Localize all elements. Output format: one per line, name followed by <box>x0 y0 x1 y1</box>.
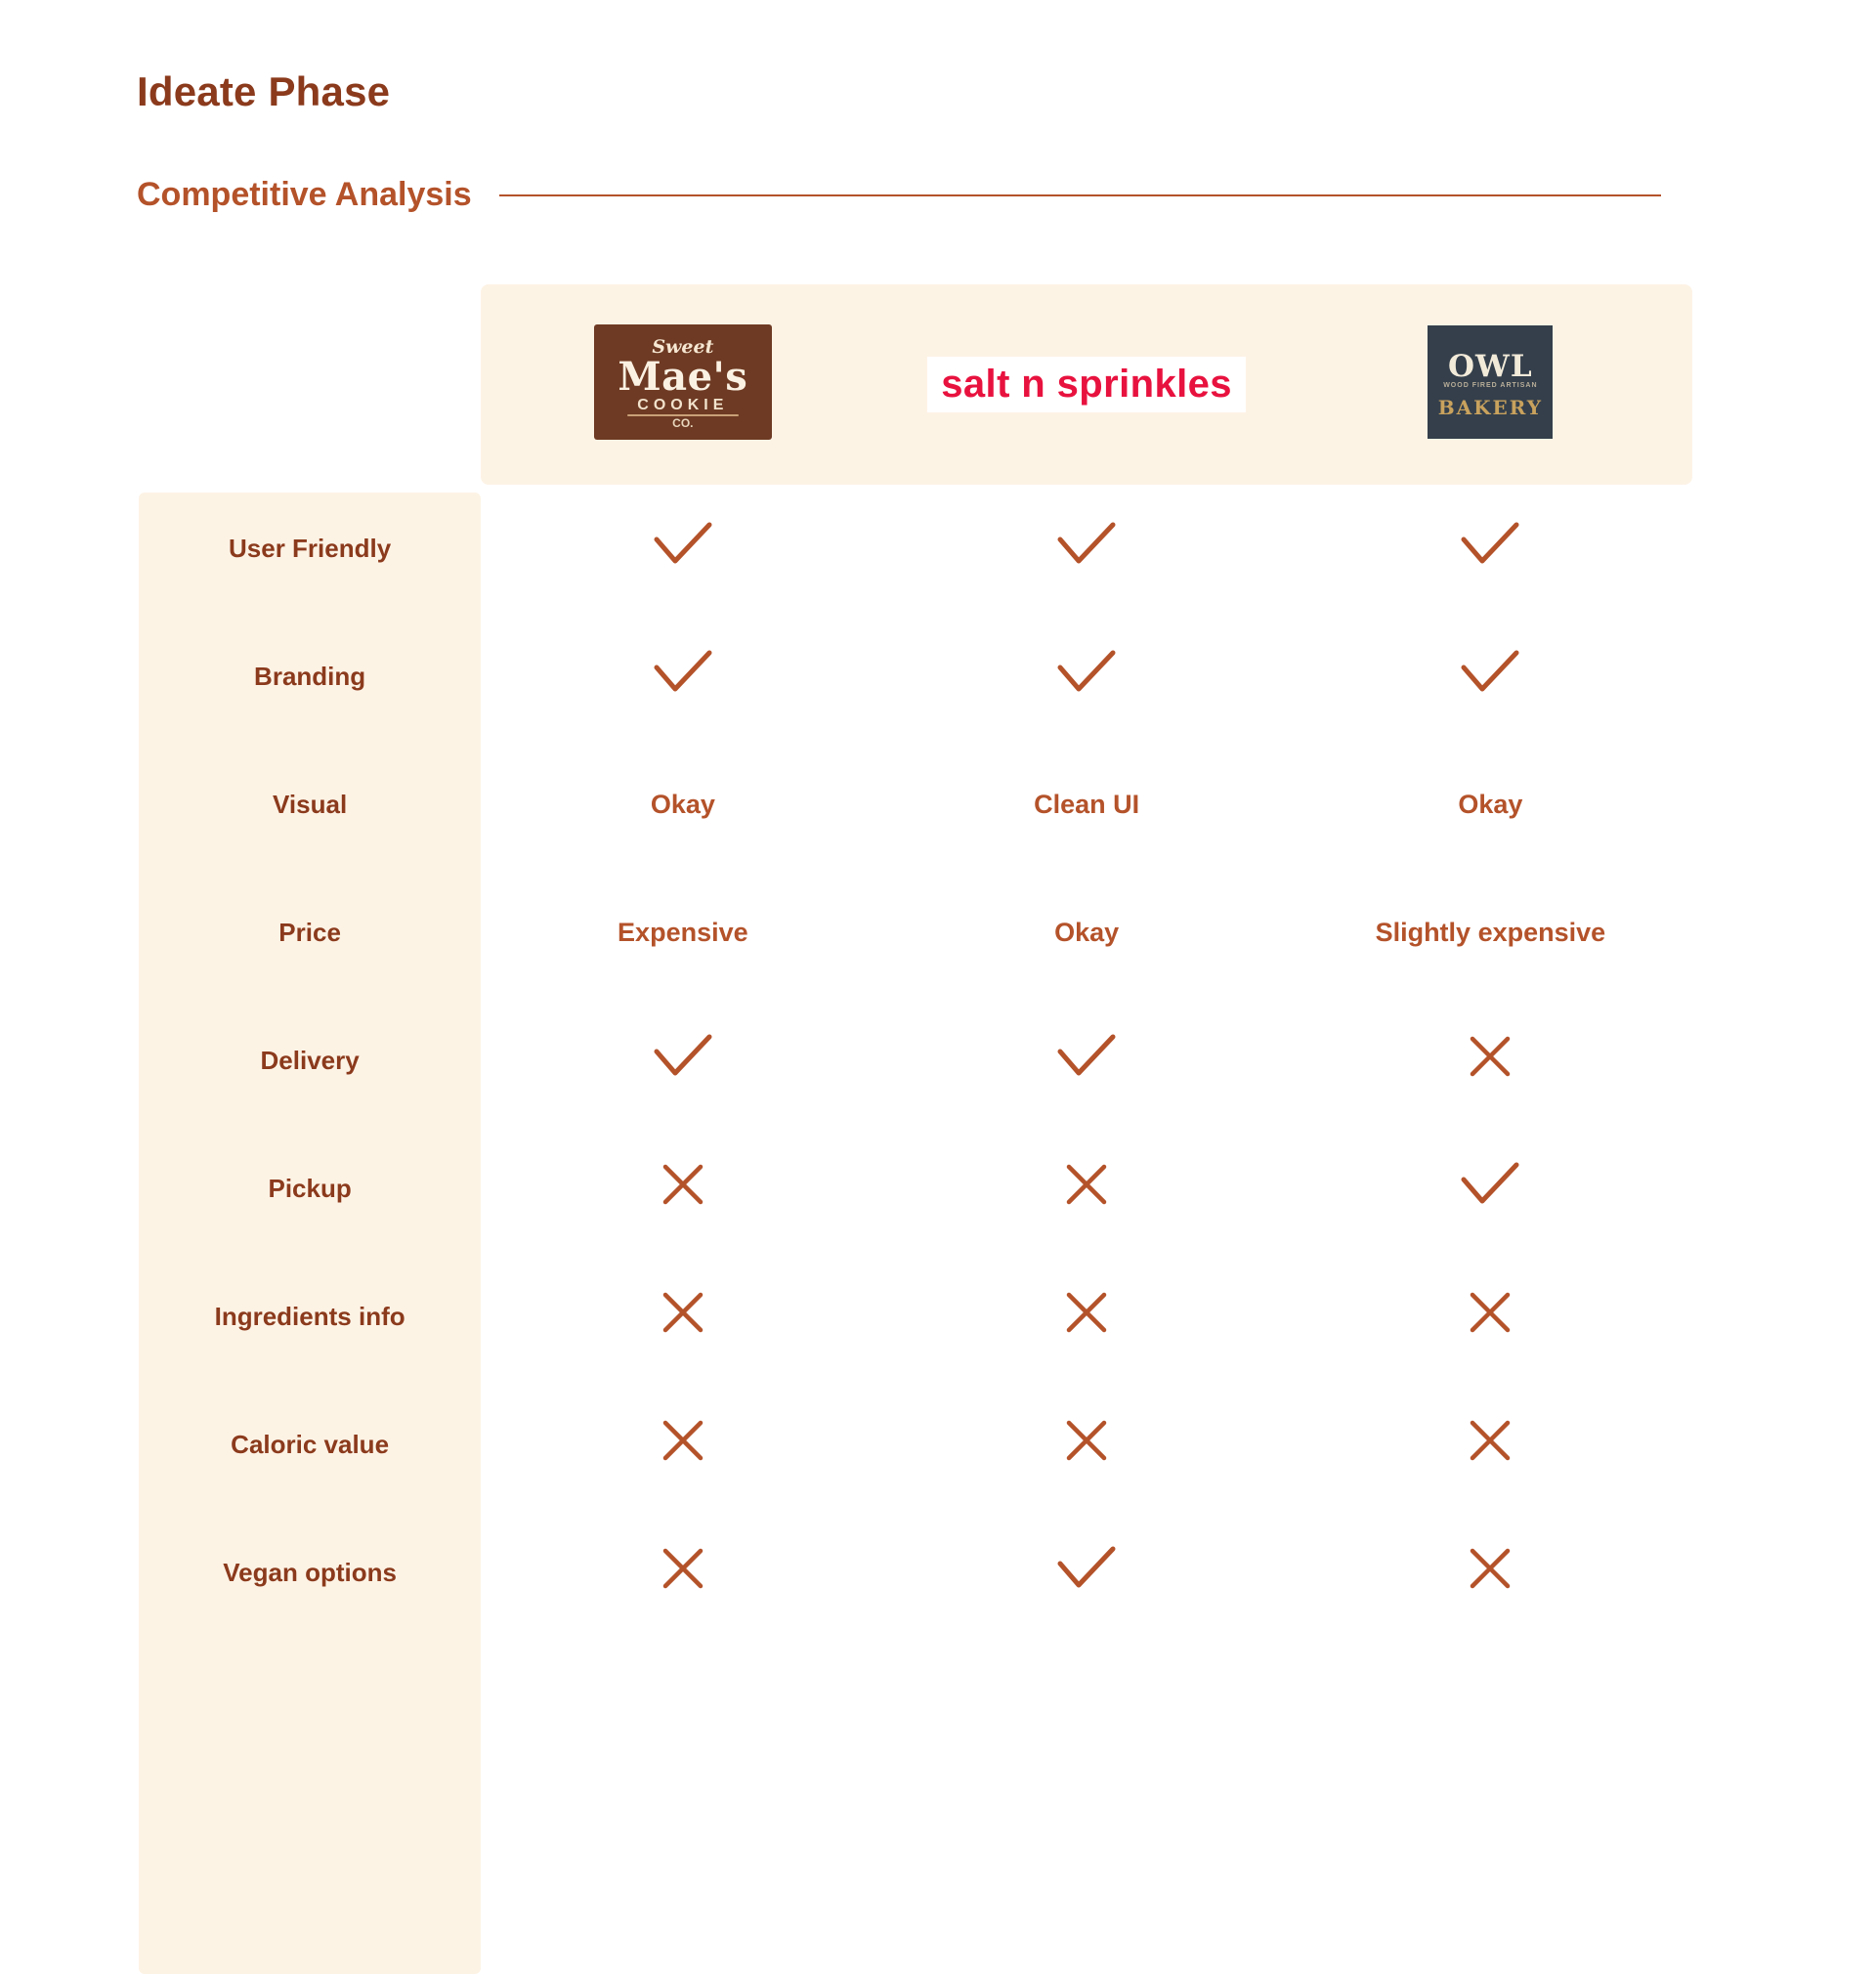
corner-cell <box>139 284 481 485</box>
criterion-label: Delivery <box>260 1046 360 1075</box>
check-icon <box>1056 1544 1117 1593</box>
cross-icon <box>1063 1289 1110 1336</box>
logo-line-1: OWL <box>1448 349 1533 384</box>
cell-7-1 <box>884 1381 1288 1509</box>
cell-4-0 <box>481 997 884 1125</box>
cell-8-2 <box>1289 1509 1692 1637</box>
cross-icon <box>660 1289 706 1336</box>
cross-icon <box>1467 1417 1514 1464</box>
table-row <box>139 485 1692 613</box>
cross-icon <box>1467 1289 1514 1336</box>
logo-line-3: COOKIE <box>637 397 729 413</box>
table-header-row <box>139 284 1692 485</box>
cell-5-0 <box>481 1125 884 1253</box>
cell-5-1 <box>884 1125 1288 1253</box>
criterion-label: Pickup <box>268 1174 352 1203</box>
cell-1-0 <box>481 613 884 741</box>
page-title: Ideate Phase <box>137 68 391 114</box>
cross-icon <box>660 1545 706 1592</box>
table-body <box>139 485 1692 1637</box>
cross-icon <box>1063 1161 1110 1208</box>
check-icon <box>1056 1032 1117 1081</box>
competitor-header-salt-n-sprinkles <box>884 284 1288 485</box>
check-icon <box>1056 648 1117 697</box>
criterion-label: Branding <box>254 662 366 691</box>
cell-2-1: Clean UI <box>1034 790 1140 820</box>
table-row <box>139 1381 1692 1509</box>
cell-6-1 <box>884 1253 1288 1381</box>
cross-icon <box>660 1161 706 1208</box>
cell-1-2 <box>1289 613 1692 741</box>
competitor-header-sweet-maes <box>481 284 884 485</box>
cross-icon <box>1063 1417 1110 1464</box>
logo-line-2: WOOD FIRED ARTISAN <box>1443 382 1538 389</box>
cell-4-2 <box>1289 997 1692 1125</box>
section-title: Competitive Analysis <box>137 176 472 213</box>
table-row <box>139 1509 1692 1637</box>
cell-6-2 <box>1289 1253 1692 1381</box>
table-row <box>139 741 1692 869</box>
table-row <box>139 1253 1692 1381</box>
logo-line-3: BAKERY <box>1437 396 1544 419</box>
cell-1-1 <box>884 613 1288 741</box>
competitor-header-owl-bakery <box>1289 284 1692 485</box>
salt-n-sprinkles-logo: salt n sprinkles <box>927 357 1246 412</box>
competitive-analysis-table <box>139 284 1692 1637</box>
cell-0-1 <box>884 485 1288 613</box>
cell-0-2 <box>1289 485 1692 613</box>
owl-bakery-logo <box>1428 325 1553 439</box>
logo-line-2: Mae's <box>618 354 748 400</box>
criterion-label: Caloric value <box>231 1430 390 1459</box>
section-header <box>137 176 1778 214</box>
cross-icon <box>1467 1033 1514 1080</box>
criterion-label: Ingredients info <box>214 1302 405 1331</box>
cell-8-1 <box>884 1509 1288 1637</box>
check-icon <box>1460 1160 1520 1209</box>
cell-3-0: Expensive <box>618 918 748 948</box>
check-icon <box>1460 520 1520 569</box>
cross-icon <box>1467 1545 1514 1592</box>
check-icon <box>653 1032 713 1081</box>
cross-icon <box>660 1417 706 1464</box>
logo-line-1: Sweet <box>652 336 714 358</box>
check-icon <box>1460 648 1520 697</box>
section-divider <box>499 194 1661 196</box>
table-row <box>139 869 1692 997</box>
cell-0-0 <box>481 485 884 613</box>
cell-3-1: Okay <box>1054 918 1120 948</box>
check-icon <box>653 520 713 569</box>
sweet-maes-logo <box>594 324 772 440</box>
cell-7-0 <box>481 1381 884 1509</box>
cell-4-1 <box>884 997 1288 1125</box>
criterion-label: User Friendly <box>229 534 392 563</box>
comparison-table-wrapper <box>0 284 1876 1637</box>
cell-2-0: Okay <box>650 790 715 820</box>
cell-7-2 <box>1289 1381 1692 1509</box>
cell-5-2 <box>1289 1125 1692 1253</box>
criterion-label: Price <box>278 918 341 947</box>
cell-2-2: Okay <box>1458 790 1523 820</box>
check-icon <box>1056 520 1117 569</box>
logo-line-4: CO. <box>672 416 694 430</box>
cell-8-0 <box>481 1509 884 1637</box>
cell-6-0 <box>481 1253 884 1381</box>
criterion-label: Vegan options <box>223 1558 397 1587</box>
check-icon <box>653 648 713 697</box>
cell-3-2: Slightly expensive <box>1375 918 1606 948</box>
table-row <box>139 1125 1692 1253</box>
criterion-label: Visual <box>273 790 348 819</box>
table-row <box>139 997 1692 1125</box>
table-row <box>139 613 1692 741</box>
